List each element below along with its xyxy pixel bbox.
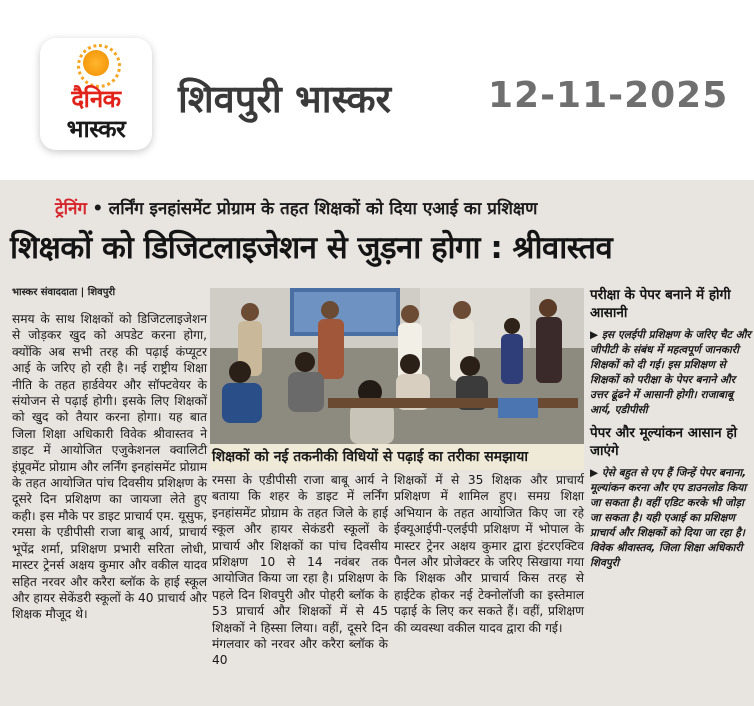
paper-date: 12-11-2025 [488,75,729,116]
training-photo [210,288,584,444]
dainik-bhaskar-logo [40,38,152,150]
kicker-label: ट्रेनिंग [55,199,87,219]
article-column-middle-1: रमसा के एडीपीसी राजा बाबू आर्य ने बताया कि शहर के डाइट में लर्निंग इनहांसमेंट प्रोग्राम के तहत जिले के हाई स्कूल और हायर सेकंडरी स्कूलों के प्राचार्य और शिक्षकों का पांच दिवसीय प्रशिक्षण 10 से 14 नवंबर तक आयोजित किया जा रहा है। प्रशिक्षण के पहले दिन शिवपुरी और पोहरी ब्लॉक के 53 प्राचार्य और शिक्षकों में से 45 शिक्षकों ने हिस्सा लिया। वहीं, दूसरे दिन मंगलवार को नरवर और करैरा ब्लॉक के 40 [212,473,388,668]
training-photo-illustration [210,288,584,444]
article-kicker [55,196,537,219]
sidebar-box [590,286,752,666]
logo-line-1: दैनिक [71,85,121,113]
sidebar-heading-1: परीक्षा के पेपर बनाने में होगी आसानी [590,287,731,321]
article-headline: शिक्षकों को डिजिटलाइजेशन से जुड़ना होगा : श्रीवास्तव [10,230,613,266]
photo-caption: शिक्षकों को नई तकनीकी विधियों से पढ़ाई का तरीका समझाया [210,444,584,470]
sidebar-heading-2: पेपर और मूल्यांकन आसान हो जाएंगे [590,425,737,459]
sidebar-paragraph-2-text: ऐसे बहुत से एप हैं जिन्हें पेपर बनाना, मूल्यांकन करना और एप डाउनलोड किया जा सकता है। वहीं एडिट करके भी जोड़ा जा सकता है। यही एआई का प्रशिक्षण प्राचार्य और शिक्षकों को दिया जा रहा है। विवेक श्रीवास्तव, जिला शिक्षा अधिकारी शिवपुरी [590,467,747,569]
kicker-text: लर्निंग इनहांसमेंट प्रोग्राम के तहत शिक्षकों को दिया एआई का प्रशिक्षण [108,199,538,219]
triangle-bullet-icon: ▶ [590,467,599,479]
sun-icon [83,50,109,76]
logo-line-2: भास्कर [66,115,126,143]
kicker-bullet: • [92,199,104,219]
paper-name: शिवपुरी भास्कर [178,77,392,121]
sidebar-paragraph-1 [590,328,752,418]
article-column-middle-2: शिक्षकों में से 35 शिक्षक और प्राचार्य प्रशिक्षण में शामिल हुए। समग्र शिक्षा अभियान के तहत आयोजित किए जा रहे ईक्यूआईपी-एलईपी प्रशिक्षण में भोपाल के मास्टर ट्रेनर अक्षय कुमार द्वारा इंटरएक्टिव पैनल और प्रोजेक्टर के जरिए सिखाया गया कि शिक्षक और प्राचार्य किस तरह से हाईटेक होकर नई टेक्नोलॉजी का इस्तेमाल पढ़ाई के लिए कर सकते हैं। वहीं, प्रशिक्षण की व्यवस्था वकील यादव द्वारा की गई। [394,473,584,635]
triangle-bullet-icon: ▶ [590,329,599,341]
sidebar-paragraph-1-text: इस एलईपी प्रशिक्षण के जरिए चैट और जीपीटी के संबंध में महत्वपूर्ण जानकारी शिक्षकों को दी गई। इस प्रशिक्षण से शिक्षकों को परीक्षा के पेपर बनाने और उत्तर ढूंढने में आसानी होगी। राजाबाबू आर्य, एडीपीसी [590,329,751,416]
masthead [0,0,754,165]
article-column-left: समय के साथ शिक्षकों को डिजिटलाइजेशन से जोड़कर खुद को अपडेट करना होगा, क्योंकि अब सभी तरह की पढ़ाई कंप्यूटर आई के जरिए हो रही है। नई राष्ट्रीय शिक्षा नीति के तहत हार्डवेयर और सॉफ्टवेयर के संयोजन से पढ़ाई होगी। इसके लिए शिक्षकों को खुद को तैयार करना होगा। यह बात जिला शिक्षा अधिकारी विवेक श्रीवास्तव ने डाइट में आयोजित एजुकेशनल क्वालिटी इंप्रूवमेंट प्रोग्राम और लर्निंग इनहांसमेंट प्रोग्राम के तहत आयोजित पांच दिवसीय प्रशिक्षण के दूसरे दिन प्रशिक्षण का जायजा लेते हुए कही। इस मौके पर डाइट प्राचार्य एम. यूसुफ, रमसा के एडीपीसी राजा बाबू आर्य, प्राचार्य भूपेंद्र शर्मा, प्रशिक्षण प्रभारी सरिता लोधी, मास्टर ट्रेनर्स अक्षय कुमार और वकील यादव सहित नरवर और करैरा ब्लॉक के हाई स्कूल और हायर सेकेंडरी स्कूलों के 40 प्राचार्य और शिक्षक मौजूद थे। [12,312,207,622]
article-byline: भास्कर संवाददाता | शिवपुरी [12,287,116,298]
sidebar-paragraph-2 [590,466,752,571]
